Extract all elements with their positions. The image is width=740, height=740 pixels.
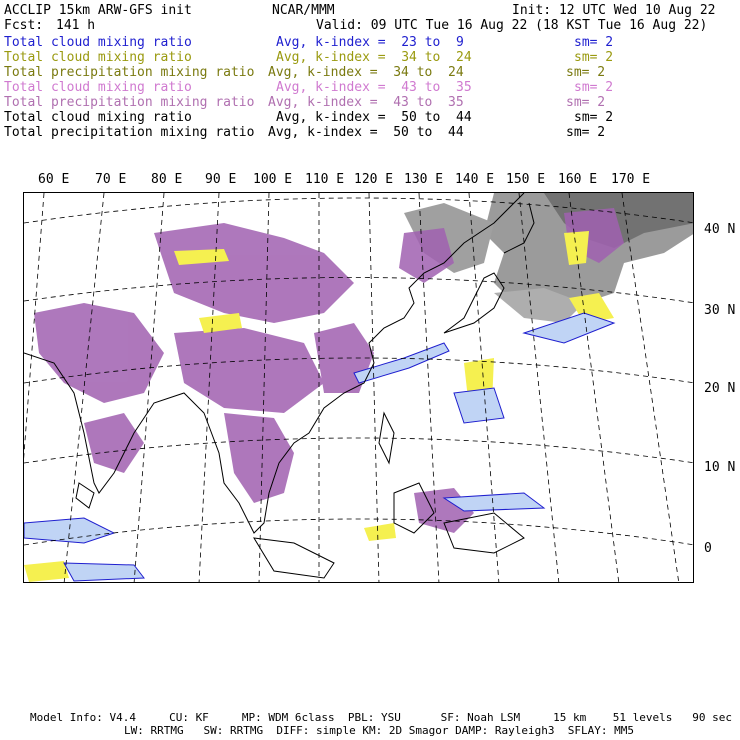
lon-label-70e: 70 E [95, 172, 127, 187]
lat-label-20n: 20 N [704, 381, 736, 396]
valid-time: Valid: 09 UTC Tue 16 Aug 22 (18 KST Tue 16 Aug 22) [316, 18, 708, 33]
model-title: ACCLIP 15km ARW-GFS init [4, 3, 192, 18]
lon-label-170e: 170 E [611, 172, 651, 187]
legend-name-6: Total cloud mixing ratio [4, 110, 192, 125]
legend-avg-5: Avg, k-index = 43 to 35 [268, 95, 464, 110]
legend-name-1: Total cloud mixing ratio [4, 35, 192, 50]
legend-avg-4: Avg, k-index = 43 to 35 [276, 80, 472, 95]
org-label: NCAR/MMM [272, 3, 335, 18]
legend-avg-2: Avg, k-index = 34 to 24 [276, 50, 472, 65]
legend-avg-7: Avg, k-index = 50 to 44 [268, 125, 464, 140]
lon-label-80e: 80 E [151, 172, 183, 187]
lon-label-90e: 90 E [205, 172, 237, 187]
lon-label-60e: 60 E [38, 172, 70, 187]
lat-label-0: 0 [704, 541, 712, 556]
legend-sm-5: sm= 2 [566, 95, 606, 110]
legend-sm-1: sm= 2 [574, 35, 614, 50]
lon-label-130e: 130 E [404, 172, 444, 187]
legend-sm-2: sm= 2 [574, 50, 614, 65]
fcst-value: 141 h [56, 18, 96, 33]
map-panel [23, 192, 694, 583]
lon-label-110e: 110 E [305, 172, 345, 187]
lat-label-10n: 10 N [704, 460, 736, 475]
fcst-label: Fcst: [4, 18, 44, 33]
model-info-line2: LW: RRTMG SW: RRTMG DIFF: simple KM: 2D Smagor DAMP: Rayleigh3 SFLAY: MM5 [124, 724, 634, 737]
legend-avg-6: Avg, k-index = 50 to 44 [276, 110, 472, 125]
lon-label-140e: 140 E [455, 172, 495, 187]
lat-label-30n: 30 N [704, 303, 736, 318]
lat-label-40n: 40 N [704, 222, 736, 237]
lon-label-160e: 160 E [558, 172, 598, 187]
legend-name-3: Total precipitation mixing ratio [4, 65, 255, 80]
legend-sm-6: sm= 2 [574, 110, 614, 125]
legend-name-2: Total cloud mixing ratio [4, 50, 192, 65]
legend-sm-4: sm= 2 [574, 80, 614, 95]
legend-sm-7: sm= 2 [566, 125, 606, 140]
map-canvas [24, 193, 694, 583]
lon-label-120e: 120 E [354, 172, 394, 187]
init-time: Init: 12 UTC Wed 10 Aug 22 [512, 3, 716, 18]
legend-name-5: Total precipitation mixing ratio [4, 95, 255, 110]
lon-label-150e: 150 E [506, 172, 546, 187]
legend-name-4: Total cloud mixing ratio [4, 80, 192, 95]
model-info-line1: Model Info: V4.4 CU: KF MP: WDM 6class PBL: YSU SF: Noah LSM 15 km 51 levels 90 sec [30, 711, 732, 724]
legend-avg-1: Avg, k-index = 23 to 9 [276, 35, 464, 50]
legend-avg-3: Avg, k-index = 34 to 24 [268, 65, 464, 80]
legend-sm-3: sm= 2 [566, 65, 606, 80]
lon-label-100e: 100 E [253, 172, 293, 187]
legend-name-7: Total precipitation mixing ratio [4, 125, 255, 140]
